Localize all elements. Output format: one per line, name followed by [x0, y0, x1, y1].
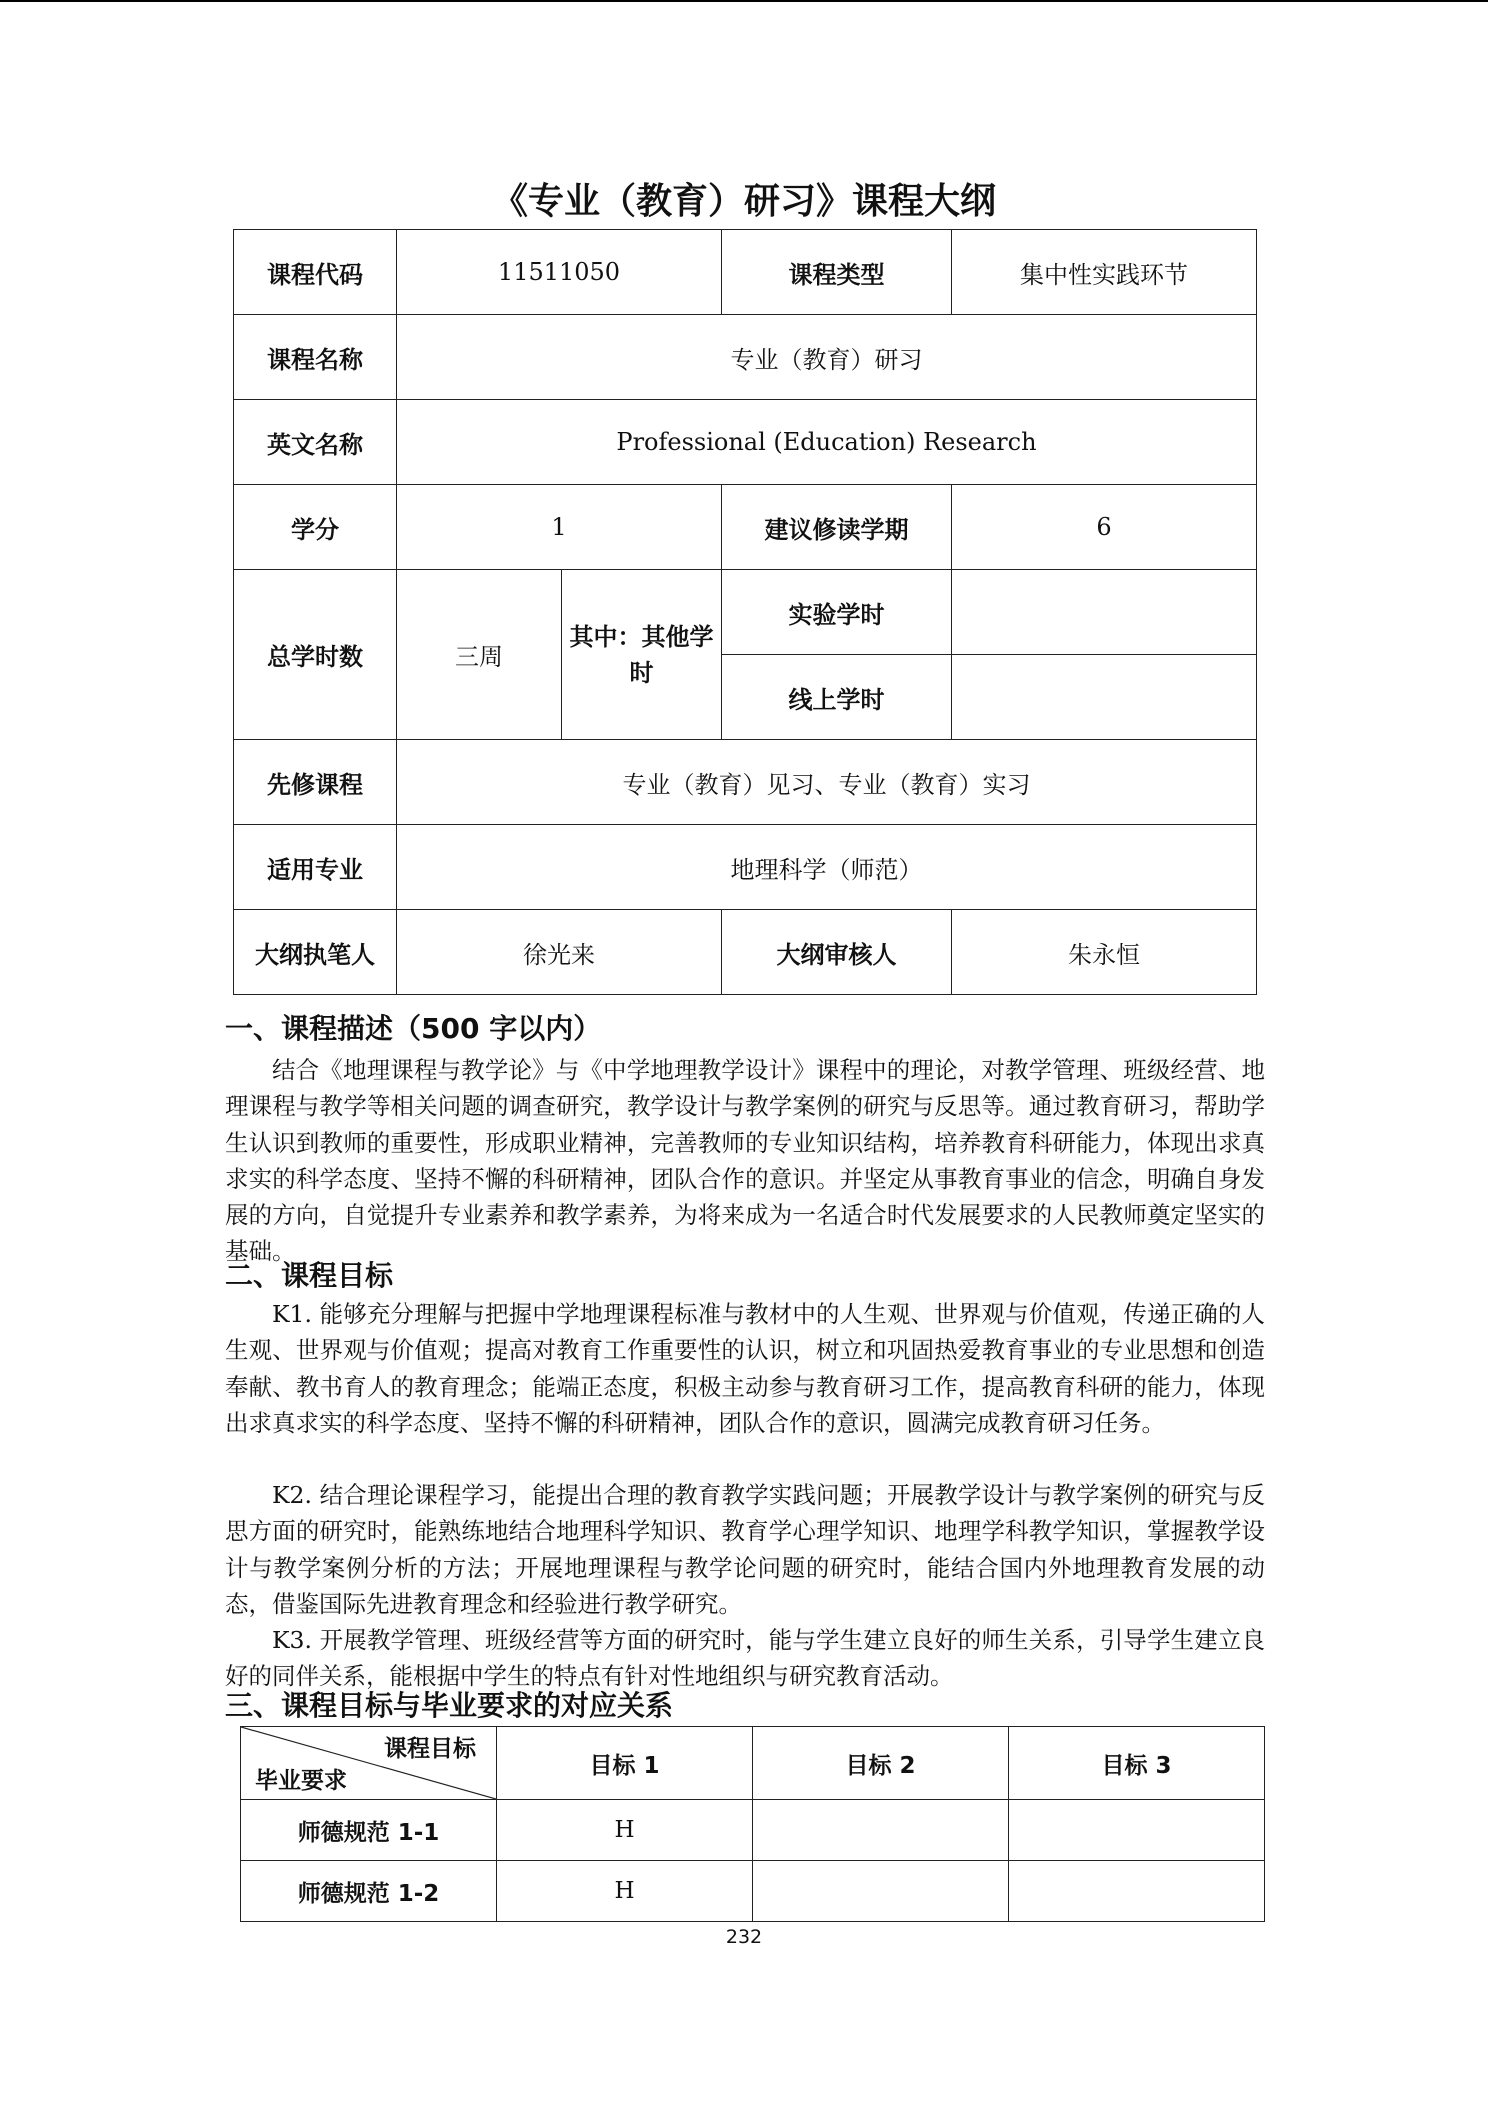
header-objective-2: 目标 2	[753, 1727, 1009, 1800]
table-cell	[753, 1800, 1009, 1861]
row-label: 师德规范 1-2	[241, 1861, 497, 1922]
table-cell	[1009, 1861, 1265, 1922]
course-code-label: 课程代码	[234, 230, 397, 315]
table-row	[234, 910, 1257, 995]
table-row	[234, 740, 1257, 825]
objective-k1-text: K1. 能够充分理解与把握中学地理课程标准与教材中的人生观、世界观与价值观，传递正确的人生观、世界观与价值观；提高对教育工作重要性的认识，树立和巩固热爱教育事业的专业思想和创造奉献、教书育人的教育理念；能端正态度，积极主动参与教育研习工作，提高教育科研的能力，体现出求真求实的科学态度、坚持不懈的科研精神，团队合作的意识，圆满完成教育研习任务。	[225, 1300, 1265, 1437]
course-description-text: 结合《地理课程与教学论》与《中学地理教学设计》课程中的理论，对教学管理、班级经营、地理课程与教学等相关问题的调查研究，教学设计与教学案例的研究与反思等。通过教育研习，帮助学生认识到教师的重要性，形成职业精神，完善教师的专业知识结构，培养教育科研能力，体现出求真求实的科学态度、坚持不懈的科研精神，团队合作的意识。并坚定从事教育事业的信念，明确自身发展的方向，自觉提升专业素养和教学素养，为将来成为一名适合时代发展要求的人民教师奠定坚实的基础。	[225, 1056, 1265, 1266]
table-row	[234, 825, 1257, 910]
total-hours-label: 总学时数	[234, 570, 397, 740]
table-cell	[753, 1861, 1009, 1922]
diagonal-header-cell	[241, 1727, 497, 1800]
course-type-value: 集中性实践环节	[952, 230, 1257, 315]
course-name-label: 课程名称	[234, 315, 397, 400]
header-objective-3: 目标 3	[1009, 1727, 1265, 1800]
major-value: 地理科学（师范）	[397, 825, 1257, 910]
table-row	[234, 400, 1257, 485]
english-name-value: Professional (Education) Research	[397, 400, 1257, 485]
major-label: 适用专业	[234, 825, 397, 910]
reviewer-label: 大纲审核人	[722, 910, 952, 995]
table-cell: H	[497, 1800, 753, 1861]
section-heading-objectives: 二、课程目标	[225, 1259, 394, 1292]
page-number: 232	[725, 1926, 763, 1948]
table-cell	[1009, 1800, 1265, 1861]
objective-k3-text: K3. 开展教学管理、班级经营等方面的研究时，能与学生建立良好的师生关系，引导学生建立良好的同伴关系，能根据中学生的特点有针对性地组织与研究教育活动。	[225, 1626, 1265, 1691]
table-row	[234, 230, 1257, 315]
table-row	[234, 570, 1257, 655]
corner-label-requirements: 毕业要求	[255, 1768, 347, 1794]
prerequisite-label: 先修课程	[234, 740, 397, 825]
author-value: 徐光来	[397, 910, 722, 995]
prerequisite-value: 专业（教育）见习、专业（教育）实习	[397, 740, 1257, 825]
corner-label-objectives: 课程目标	[384, 1736, 476, 1762]
top-border-line	[0, 0, 1488, 2]
header-objective-1: 目标 1	[497, 1727, 753, 1800]
other-hours-label: 其中：其他学时	[562, 570, 722, 740]
english-name-label: 英文名称	[234, 400, 397, 485]
lab-hours-label: 实验学时	[722, 570, 952, 655]
author-label: 大纲执笔人	[234, 910, 397, 995]
course-type-label: 课程类型	[722, 230, 952, 315]
objective-mapping-table	[240, 1726, 1265, 1922]
table-row	[241, 1800, 1265, 1861]
lab-hours-value	[952, 570, 1257, 655]
credit-label: 学分	[234, 485, 397, 570]
objective-k2-text: K2. 结合理论课程学习，能提出合理的教育教学实践问题；开展教学设计与教学案例的研究与反思方面的研究时，能熟练地结合地理科学知识、教育学心理学知识、地理学科教学知识，掌握教学设计与教学案例分析的方法；开展地理课程与教学论问题的研究时，能结合国内外地理教育发展的动态，借鉴国际先进教育理念和经验进行教学研究。	[225, 1481, 1265, 1618]
table-row	[241, 1861, 1265, 1922]
table-row	[241, 1727, 1265, 1800]
reviewer-value: 朱永恒	[952, 910, 1257, 995]
table-row	[234, 485, 1257, 570]
table-row	[234, 315, 1257, 400]
course-info-table	[233, 229, 1257, 995]
section-heading-mapping: 三、课程目标与毕业要求的对应关系	[225, 1689, 674, 1722]
semester-label: 建议修读学期	[722, 485, 952, 570]
online-hours-label: 线上学时	[722, 655, 952, 740]
course-code-value: 11511050	[397, 230, 722, 315]
credit-value: 1	[397, 485, 722, 570]
total-hours-value: 三周	[397, 570, 562, 740]
online-hours-value	[952, 655, 1257, 740]
course-name-value: 专业（教育）研习	[397, 315, 1257, 400]
table-cell: H	[497, 1861, 753, 1922]
page-title: 《专业（教育）研习》课程大纲	[491, 181, 996, 222]
section-heading-description: 一、课程描述（500 字以内）	[225, 1012, 602, 1045]
semester-value: 6	[952, 485, 1257, 570]
row-label: 师德规范 1-1	[241, 1800, 497, 1861]
